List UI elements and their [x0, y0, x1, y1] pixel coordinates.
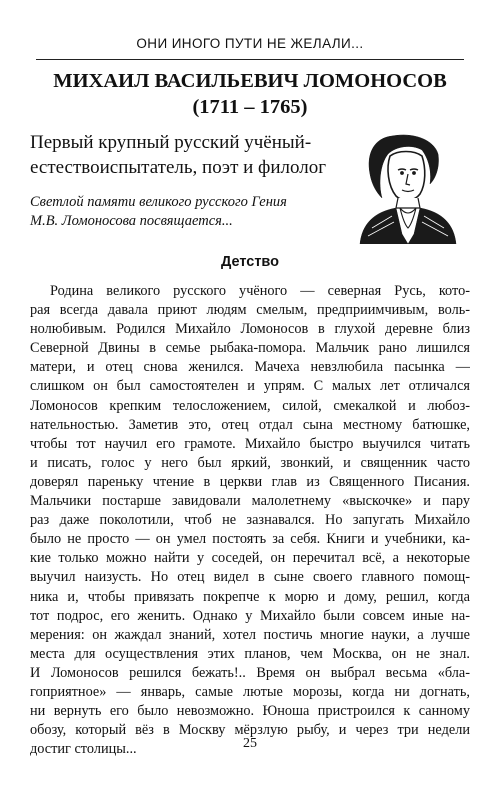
- subtitle: [30, 130, 330, 180]
- body-line: и писать, голос у него был яркий, звонкий, и священник часто: [30, 454, 470, 471]
- running-head: ОНИ ИНОГО ПУТИ НЕ ЖЕЛАЛИ...: [136, 36, 364, 51]
- body-line: чтобы тот научил его грамоте. Михайло быстро выучился читать: [30, 435, 470, 452]
- body-line: нательностью. Заметив это, отец отдал сына местному батюшке,: [30, 416, 470, 433]
- chapter-title: [0, 68, 500, 120]
- body-text: [30, 282, 470, 759]
- body-line: доверял пареньку чтение в церкви глав из Священного Писания.: [30, 473, 470, 490]
- body-line: кие только можно найти у соседей, он перечитал всё, а некоторые: [30, 550, 470, 567]
- subtitle-line-2: естествоиспытатель, поэт и филолог: [30, 157, 327, 178]
- body-line: было не просто — он умел постоять за себя. Книги и учебники, ка-: [30, 531, 470, 548]
- dedication-line-2: М.В. Ломоносова посвящается...: [30, 213, 233, 229]
- body-line: мерения: он жаждал знаний, хотел постичь многие науки, а лучше: [30, 626, 470, 643]
- body-line: матери, и отец снова женился. Мачеха невзлюбила пасынка —: [30, 359, 470, 376]
- body-line: обозу, который вёз в Москву мёрзлую рыбу, и через три недели: [30, 722, 470, 739]
- body-line: рая всегда давала приют людям смелым, предприимчивым, воль-: [30, 302, 470, 319]
- body-line: Северной Двины в семье рыбака-помора. Мальчик рано лишился: [30, 340, 470, 357]
- body-line: места для осуществления этих планов, чем Москва, он не знал.: [30, 645, 470, 662]
- dedication-line-1: Светлой памяти великого русского Гения: [30, 194, 287, 210]
- portrait-illustration: [352, 124, 464, 244]
- section-heading: Детство: [220, 254, 280, 270]
- body-line: раз даже поколотили, чтоб не зазнавался. Но запугать Михайло: [30, 512, 470, 529]
- body-line: ника и, чтобы привязать покрепче к морю и дому, решил, когда: [30, 588, 470, 605]
- body-line: достиг столицы...: [30, 741, 137, 758]
- body-line: гоприятное» — январь, самые лютые морозы, когда ни догнать,: [30, 683, 470, 700]
- header-rule: [36, 59, 464, 60]
- subtitle-line-1: Первый крупный русский учёный-: [30, 132, 312, 153]
- body-line: выучил наизусть. Но отец видел в сыне своего главного помощ-: [30, 569, 470, 586]
- body-line: И Ломоносов решился бежать!.. Время он выбрал весьма «бла-: [30, 664, 470, 681]
- body-line: тот подрос, его женить. Однако у Михайло были совсем иные на-: [30, 607, 470, 624]
- body-line: Мальчики постарше завидовали малолетнему «выскочке» и пару: [30, 493, 470, 510]
- chapter-title-years: (1711 – 1765): [192, 96, 308, 118]
- body-line: слишком он был самостоятелен и упрям. С малых лет отличался: [30, 378, 470, 395]
- page-number: 25: [243, 736, 257, 751]
- body-line: Родина великого русского учёного — северная Русь, кото-: [50, 283, 470, 299]
- chapter-title-name: МИХАИЛ ВАСИЛЬЕВИЧ ЛОМОНОСОВ: [53, 70, 447, 92]
- body-line: Ломоносов крепким телосложением, силой, смекалкой и любоз-: [30, 397, 470, 414]
- portrait-engraving: [360, 135, 456, 244]
- body-line: ни вернуть его было невозможно. Юноша пристроился к санному: [30, 703, 470, 720]
- body-line: нолюбивым. Родился Михайло Ломоносов в глухой деревне близ: [30, 321, 470, 338]
- dedication: [30, 193, 330, 231]
